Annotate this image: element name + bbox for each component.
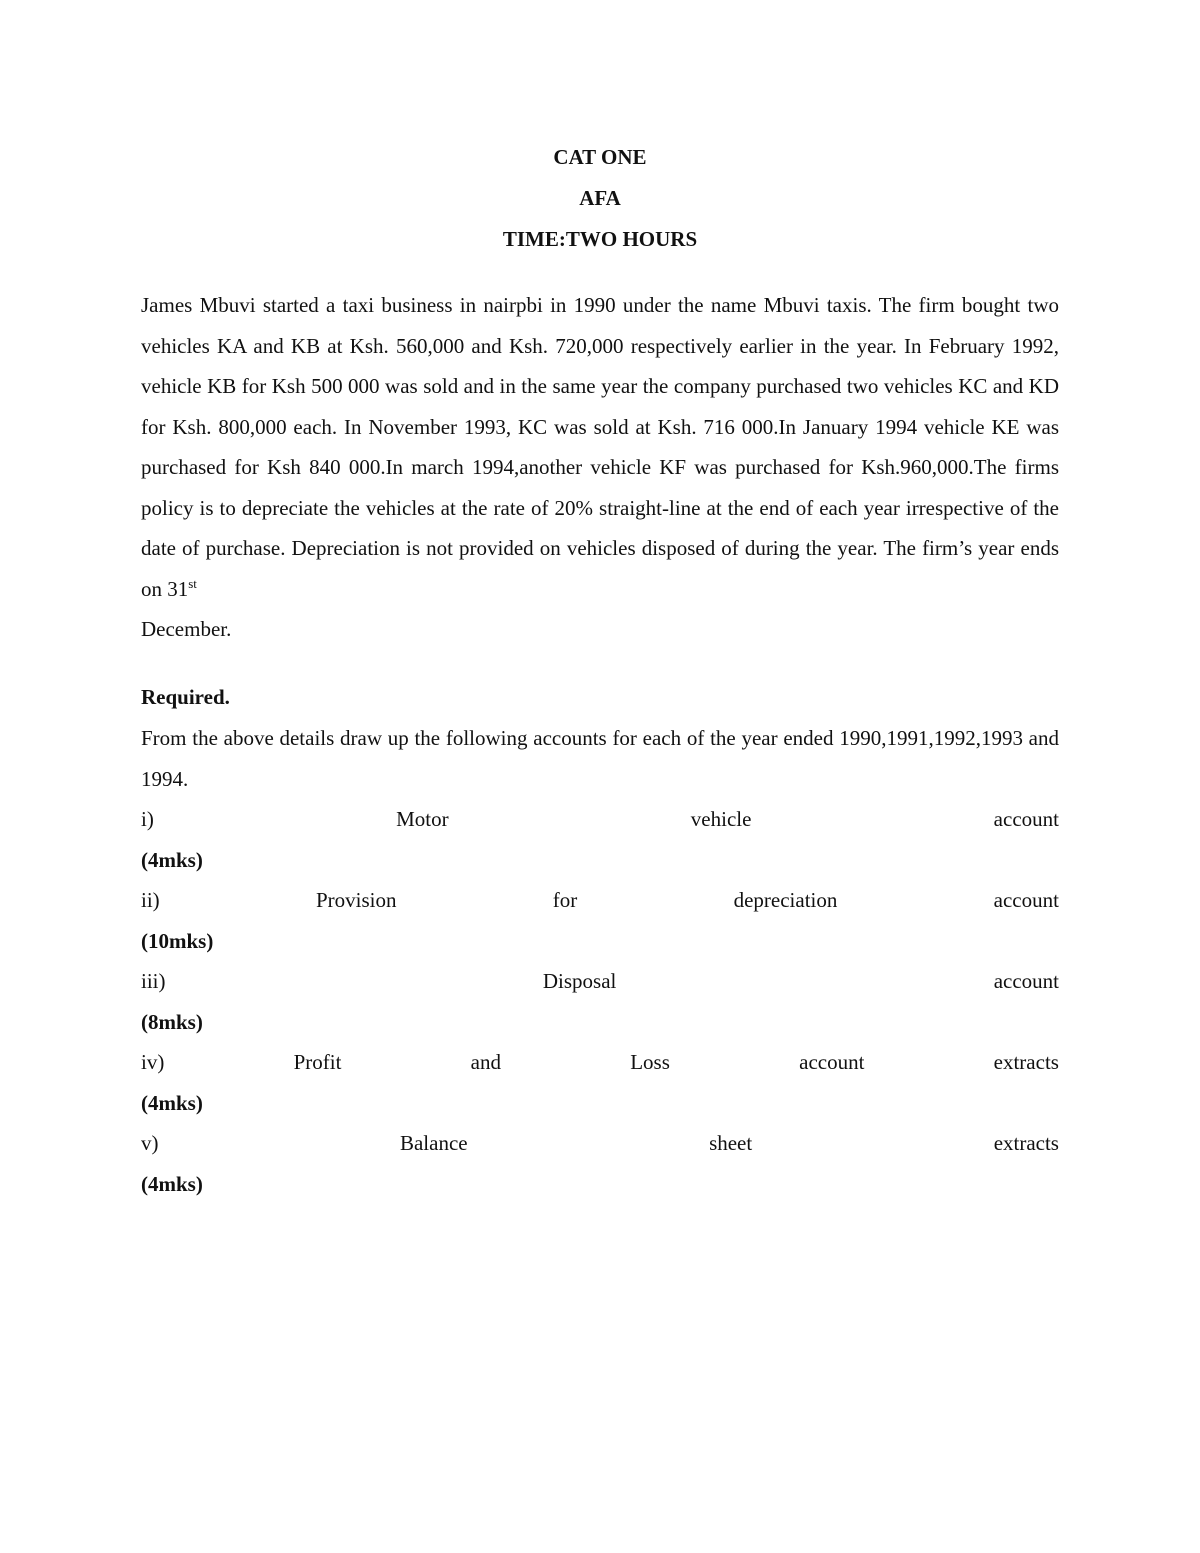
task-word: Balance xyxy=(399,1131,468,1155)
task-word: extracts xyxy=(993,1131,1059,1155)
task-marks: (4mks) xyxy=(141,1090,203,1115)
task-marks: (4mks) xyxy=(141,847,203,872)
task-word: v) xyxy=(141,1131,159,1155)
required-heading: Required. xyxy=(141,685,230,709)
task-word: account xyxy=(993,969,1059,993)
instruction-text: From the above details draw up the following accounts for each of the year ended 1990,1991,1992,1993 and 1994. xyxy=(141,726,1059,791)
task-word: iv) xyxy=(141,1050,165,1074)
title-block xyxy=(141,142,1059,265)
task-line xyxy=(141,1042,1059,1083)
task-word: depreciation xyxy=(733,888,838,912)
task-word: ii) xyxy=(141,888,160,912)
task-line xyxy=(141,961,1059,1002)
task-marks: (10mks) xyxy=(141,928,214,953)
task-item xyxy=(141,1042,1059,1123)
task-line xyxy=(141,1123,1059,1164)
task-word: account xyxy=(993,807,1059,831)
task-item xyxy=(141,880,1059,961)
task-word: vehicle xyxy=(690,807,752,831)
time-allowed: TIME:TWO HOURS xyxy=(502,227,698,251)
task-word: and xyxy=(470,1050,501,1074)
task-word: Profit xyxy=(293,1050,342,1074)
task-item xyxy=(141,961,1059,1042)
task-word: account xyxy=(993,888,1059,912)
task-word: Loss xyxy=(630,1050,670,1074)
course-code: AFA xyxy=(579,186,621,210)
task-line xyxy=(141,799,1059,840)
required-section xyxy=(141,677,1059,1204)
task-word: sheet xyxy=(709,1131,753,1155)
task-marks: (8mks) xyxy=(141,1009,203,1034)
question-text-end: December. xyxy=(141,617,232,641)
task-word: extracts xyxy=(993,1050,1059,1074)
task-word: Disposal xyxy=(542,969,617,993)
task-word: Provision xyxy=(315,888,397,912)
question-paragraph xyxy=(141,285,1059,650)
task-word: for xyxy=(552,888,578,912)
task-item xyxy=(141,1123,1059,1204)
task-word: i) xyxy=(141,807,154,831)
ordinal-superscript: st xyxy=(188,575,197,591)
task-word: account xyxy=(799,1050,865,1074)
cat-title: CAT ONE xyxy=(553,145,647,169)
task-marks: (4mks) xyxy=(141,1171,203,1196)
task-word: Motor xyxy=(396,807,449,831)
question-text: James Mbuvi started a taxi business in nairpbi in 1990 under the name Mbuvi taxis. The firm bought two vehicles KA and KB at Ksh. 560,000 and Ksh. 720,000 respectively earlier in the year. In February 1992, vehicle KB for Ksh 500 000 was sold and in the same year the company purchased two vehicles KC and KD for Ksh. 800,000 each. In November 1993, KC was sold at Ksh. 716 000.In January 1994 vehicle KE was purchased for Ksh 840 000.In march 1994,another vehicle KF was purchased for Ksh.960,000.The firms policy is to depreciate the vehicles at the rate of 20% straight-line at the end of each year irrespective of the date of purchase. Depreciation is not provided on vehicles disposed of during the year. The firm’s year ends on 31 xyxy=(141,293,1059,601)
task-item xyxy=(141,799,1059,880)
task-line xyxy=(141,880,1059,921)
task-word: iii) xyxy=(141,969,166,993)
